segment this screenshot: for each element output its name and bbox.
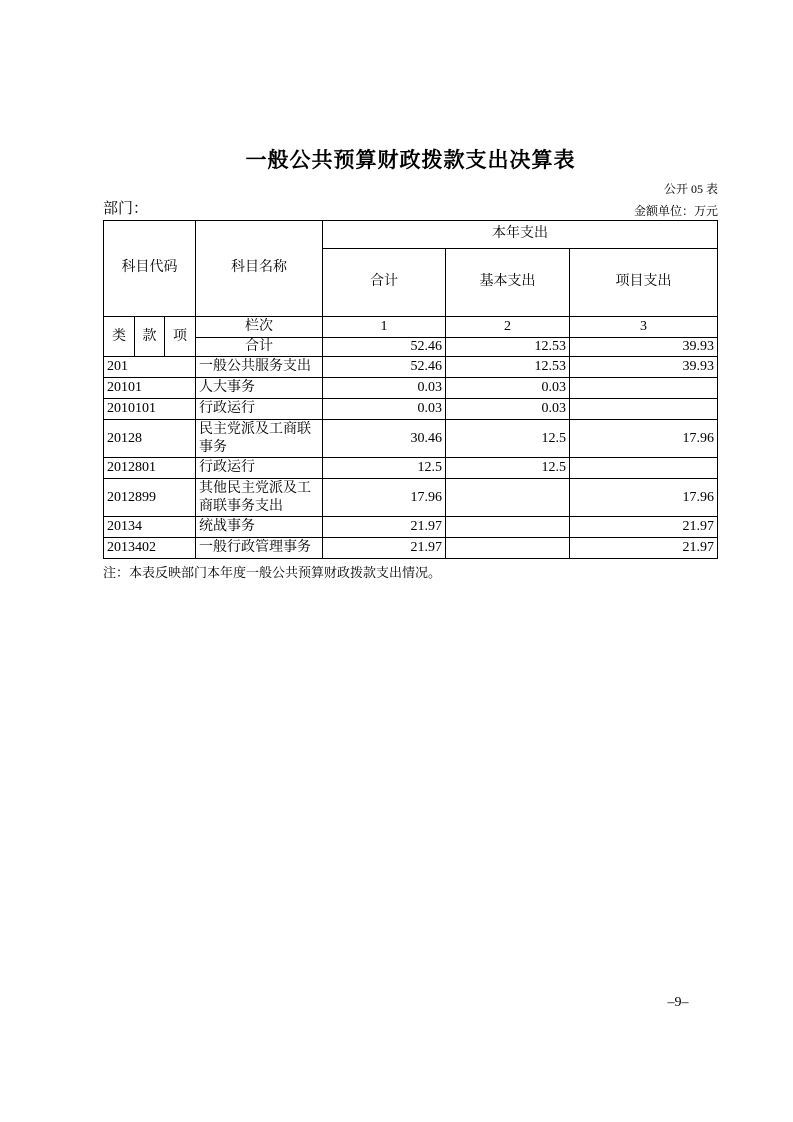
table-row bbox=[104, 378, 718, 399]
cell-basic: 12.5 bbox=[446, 458, 570, 479]
page-number: –9– bbox=[667, 995, 689, 1010]
cell-basic: 0.03 bbox=[446, 378, 570, 399]
form-code-label: 公开 05 表 bbox=[663, 182, 718, 196]
header-basic-expenditure-column: 基本支出 bbox=[446, 249, 570, 317]
cell-subject-code: 2010101 bbox=[104, 399, 196, 420]
total-row-project: 39.93 bbox=[570, 338, 718, 357]
header-row-1 bbox=[104, 221, 718, 249]
cell-subject-code: 2012899 bbox=[104, 479, 196, 517]
total-row bbox=[104, 338, 718, 357]
table-row bbox=[104, 538, 718, 559]
total-row-total: 52.46 bbox=[323, 338, 446, 357]
cell-subject-name: 人大事务 bbox=[196, 378, 323, 399]
department-label: 部门： bbox=[103, 201, 149, 217]
cell-subject-code: 2013402 bbox=[104, 538, 196, 559]
header-row-3 bbox=[104, 317, 718, 338]
cell-total: 21.97 bbox=[323, 517, 446, 538]
header-column-index-label: 栏次 bbox=[196, 317, 323, 338]
cell-subject-name: 其他民主党派及工商联事务支出 bbox=[196, 479, 323, 517]
cell-subject-code: 20134 bbox=[104, 517, 196, 538]
cell-basic bbox=[446, 538, 570, 559]
cell-basic: 12.5 bbox=[446, 420, 570, 458]
cell-subject-name: 统战事务 bbox=[196, 517, 323, 538]
table-row bbox=[104, 420, 718, 458]
table-row bbox=[104, 458, 718, 479]
cell-project: 39.93 bbox=[570, 357, 718, 378]
cell-project bbox=[570, 458, 718, 479]
total-row-basic: 12.53 bbox=[446, 338, 570, 357]
cell-basic: 0.03 bbox=[446, 399, 570, 420]
cell-subject-name: 行政运行 bbox=[196, 399, 323, 420]
header-subject-code: 科目代码 bbox=[104, 221, 196, 317]
header-column-index-1: 1 bbox=[323, 317, 446, 338]
table-row bbox=[104, 479, 718, 517]
header-section: 款 bbox=[135, 317, 165, 357]
cell-subject-name: 一般公共服务支出 bbox=[196, 357, 323, 378]
cell-total: 52.46 bbox=[323, 357, 446, 378]
cell-total: 12.5 bbox=[323, 458, 446, 479]
cell-basic bbox=[446, 517, 570, 538]
header-item: 项 bbox=[165, 317, 196, 357]
cell-project bbox=[570, 399, 718, 420]
cell-total: 17.96 bbox=[323, 479, 446, 517]
table-row bbox=[104, 399, 718, 420]
cell-basic: 12.53 bbox=[446, 357, 570, 378]
cell-total: 21.97 bbox=[323, 538, 446, 559]
cell-subject-code: 201 bbox=[104, 357, 196, 378]
cell-total: 30.46 bbox=[323, 420, 446, 458]
cell-subject-code: 20101 bbox=[104, 378, 196, 399]
cell-total: 0.03 bbox=[323, 399, 446, 420]
total-row-label: 合计 bbox=[196, 338, 323, 357]
header-class: 类 bbox=[104, 317, 135, 357]
table-note: 注：本表反映部门本年度一般公共预算财政拨款支出情况。 bbox=[103, 565, 442, 580]
page-title: 一般公共预算财政拨款支出决算表 bbox=[245, 149, 576, 172]
unit-label: 金额单位：万元 bbox=[633, 204, 718, 218]
header-current-year-expenditure: 本年支出 bbox=[323, 221, 718, 249]
cell-subject-code: 20128 bbox=[104, 420, 196, 458]
header-column-index-3: 3 bbox=[570, 317, 718, 338]
header-total-column: 合计 bbox=[323, 249, 446, 317]
cell-total: 0.03 bbox=[323, 378, 446, 399]
header-subject-name: 科目名称 bbox=[196, 221, 323, 317]
cell-subject-name: 民主党派及工商联事务 bbox=[196, 420, 323, 458]
cell-subject-name: 行政运行 bbox=[196, 458, 323, 479]
cell-subject-code: 2012801 bbox=[104, 458, 196, 479]
table-row bbox=[104, 357, 718, 378]
header-project-expenditure-column: 项目支出 bbox=[570, 249, 718, 317]
cell-project: 17.96 bbox=[570, 420, 718, 458]
header-column-index-2: 2 bbox=[446, 317, 570, 338]
cell-project: 17.96 bbox=[570, 479, 718, 517]
expenditure-table bbox=[103, 220, 718, 559]
cell-project bbox=[570, 378, 718, 399]
cell-basic bbox=[446, 479, 570, 517]
cell-project: 21.97 bbox=[570, 538, 718, 559]
cell-subject-name: 一般行政管理事务 bbox=[196, 538, 323, 559]
cell-project: 21.97 bbox=[570, 517, 718, 538]
table-row bbox=[104, 517, 718, 538]
